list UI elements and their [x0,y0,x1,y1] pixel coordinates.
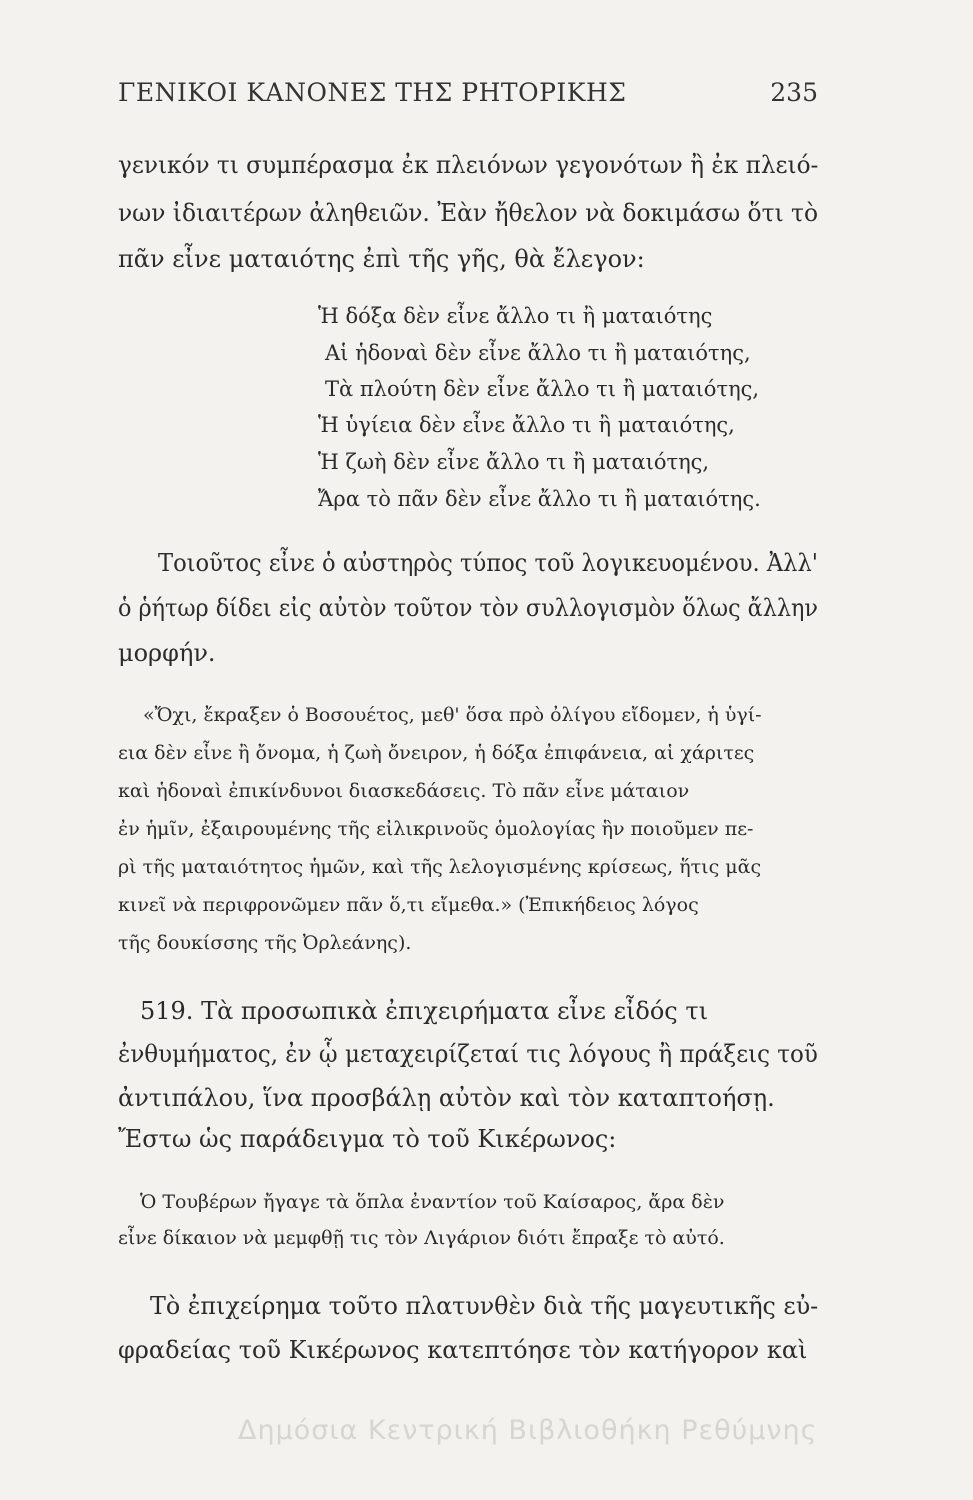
text-line: Τὸ ἐπιχείρημα τοῦτο πλατυνθὲν διὰ τῆς μαγευτικῆς εὐ- [150,1292,819,1320]
quote-line: κινεῖ νὰ περιφρονῶμεν πᾶν ὅ,τι εἴμεθα.» (Ἐπικήδειος λόγος [118,894,699,916]
verse-line: Ἄρα τὸ πᾶν δὲν εἶνε ἄλλο τι ἢ ματαιότης. [318,487,761,511]
text-line: φραδείας τοῦ Κικέρωνος κατεπτόησε τὸν κατήγορον καὶ [118,1336,808,1364]
running-title: ΓΕΝΙΚΟΙ ΚΑΝΟΝΕΣ ΤΗΣ ΡΗΤΟΡΙΚΗΣ [118,78,627,107]
text-line: νων ἰδιαιτέρων ἀληθειῶν. Ἐὰν ἤθελον νὰ δοκιμάσω ὅτι τὸ [118,199,819,227]
example-line: εἶνε δίκαιον νὰ μεμφθῇ τις τὸν Λιγάριον διότι ἔπραξε τὸ αὐτό. [118,1227,725,1249]
section-heading-line: 519. Τὰ προσωπικὰ ἐπιχειρήματα εἶνε εἶδός τι [140,997,709,1025]
quote-line: «Ὄχι, ἔκραξεν ὁ Βοσουέτος, μεθ' ὅσα πρὸ ὀλίγου εἴδομεν, ἡ ὑγί- [143,704,762,726]
quote-line: καὶ ἡδοναὶ ἐπικίνδυνοι διασκεδάσεις. Τὸ πᾶν εἶνε μάταιον [118,780,690,802]
quote-line: τῆς δουκίσσης τῆς Ὀρλεάνης). [118,932,412,954]
page-header [118,78,818,118]
verse-line: Αἱ ἡδοναὶ δὲν εἶνε ἄλλο τι ἢ ματαιότης, [325,341,751,365]
text-line: πᾶν εἶνε ματαιότης ἐπὶ τῆς γῆς, θὰ ἔλεγον: [118,245,645,273]
text-line: ἐνθυμήματος, ἐν ᾧ μεταχειρίζεταί τις λόγους ἢ πράξεις τοῦ [118,1040,818,1068]
text-line: Ἔστω ὡς παράδειγμα τὸ τοῦ Κικέρωνος: [118,1125,617,1153]
verse-line: Ἡ ὑγίεια δὲν εἶνε ἄλλο τι ἢ ματαιότης, [318,413,735,437]
verse-line: Ἡ δόξα δὲν εἶνε ἄλλο τι ἢ ματαιότης [318,304,713,328]
text-line: Τοιοῦτος εἶνε ὁ αὐστηρὸς τύπος τοῦ λογικευομένου. Ἀλλ' [158,549,819,577]
text-line: ὁ ῥήτωρ δίδει εἰς αὐτὸν τοῦτον τὸν συλλογισμὸν ὅλως ἄλλην [118,594,818,622]
page-number: 235 [770,78,818,107]
verse-line: Ἡ ζωὴ δὲν εἶνε ἄλλο τι ἢ ματαιότης, [318,450,710,474]
quote-line: ρὶ τῆς ματαιότητος ἡμῶν, καὶ τῆς λελογισμένης κρίσεως, ἥτις μᾶς [118,856,762,878]
quote-line: ἐν ἡμῖν, ἐξαιρουμένης τῆς εἰλικρινοῦς ὁμολογίας ἣν ποιοῦμεν πε- [118,818,754,840]
verse-line: Τὰ πλούτη δὲν εἶνε ἄλλο τι ἢ ματαιότης, [325,377,760,401]
text-line: γενικόν τι συμπέρασμα ἐκ πλειόνων γεγονότων ἢ ἐκ πλειό- [118,151,819,179]
text-line: μορφήν. [118,639,216,667]
example-line: Ὁ Τουβέρων ἤγαγε τὰ ὅπλα ἐναντίον τοῦ Καίσαρος, ἄρα δὲν [140,1191,725,1213]
text-line: ἀντιπάλου, ἵνα προσβάλῃ αὐτὸν καὶ τὸν καταπτοήσῃ. [118,1084,775,1112]
library-watermark: Δημόσια Κεντρική Βιβλιοθήκη Ρεθύμνης [238,1415,818,1446]
quote-line: εια δὲν εἶνε ἢ ὄνομα, ἡ ζωὴ ὄνειρον, ἡ δόξα ἐπιφάνεια, αἱ χάριτες [118,742,755,764]
